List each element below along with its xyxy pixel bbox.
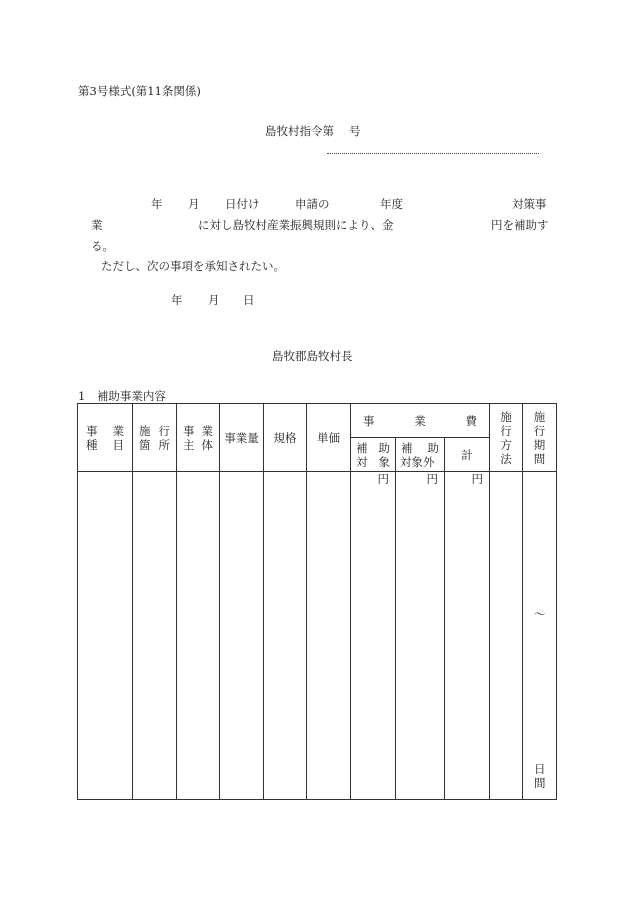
header-non-subsidy: 補 助 対象外: [396, 438, 445, 472]
header-subsidy-target: 補 助 対 象: [351, 438, 396, 472]
body-proviso: ただし、次の事項を承知されたい。: [101, 259, 285, 273]
period-tilde: ～: [534, 607, 546, 621]
header-entity: 事 業 主 体: [177, 404, 220, 472]
header-unit-price: 単価: [307, 404, 351, 472]
date-year: 年: [171, 293, 183, 307]
body-by-rules: に対し島牧村産業振興規則により、金: [198, 218, 394, 232]
header-cost: 事 業 費: [351, 404, 490, 438]
date-day: 日: [243, 293, 255, 307]
cell-volume: [220, 472, 264, 800]
cell-period: [523, 472, 557, 800]
cell-non-subsidy: [396, 472, 445, 800]
header-method: 施 行 方 法: [490, 404, 523, 472]
body-measure: 対策事: [512, 197, 547, 211]
cell-method: [490, 472, 523, 800]
header-spec: 規格: [264, 404, 307, 472]
cell-spec: [264, 472, 307, 800]
body-year: 年: [151, 197, 163, 211]
dotted-fill-line: [327, 153, 539, 154]
cell-entity: [177, 472, 220, 800]
cell-subsidy-target: [351, 472, 396, 800]
header-business-type: 事 業 種 目: [78, 404, 133, 472]
body-subsidize: 円を補助す: [491, 218, 549, 232]
cell-total: [445, 472, 490, 800]
body-month: 月: [188, 197, 200, 211]
cell-unit-price: [307, 472, 351, 800]
body-application: 申請の: [295, 197, 330, 211]
body-fiscal-year: 年度: [380, 197, 403, 211]
period-day: 日: [534, 762, 546, 776]
directive-number: 島牧村指令第 号: [265, 124, 361, 138]
header-total: 計: [445, 438, 490, 472]
period-span: 間: [534, 776, 546, 790]
body-line3: る。: [91, 239, 114, 253]
body-work: 業: [91, 218, 103, 232]
subsidy-content-table: [77, 403, 557, 800]
form-number: 第3号様式(第11条関係): [78, 84, 201, 98]
header-volume: 事業量: [220, 404, 264, 472]
date-month: 月: [208, 293, 220, 307]
header-period: 施 行 期 間: [523, 404, 557, 472]
cell-location: [133, 472, 177, 800]
section-title: 1 補助事業内容: [78, 389, 166, 403]
yen-unit: 円: [377, 472, 389, 486]
cell-business-type: [78, 472, 133, 800]
header-location: 施 行 箇 所: [133, 404, 177, 472]
signatory: 島牧郡島牧村長: [272, 349, 353, 363]
body-dated: 日付け: [225, 197, 260, 211]
yen-unit: 円: [426, 472, 438, 486]
yen-unit: 円: [471, 472, 484, 486]
